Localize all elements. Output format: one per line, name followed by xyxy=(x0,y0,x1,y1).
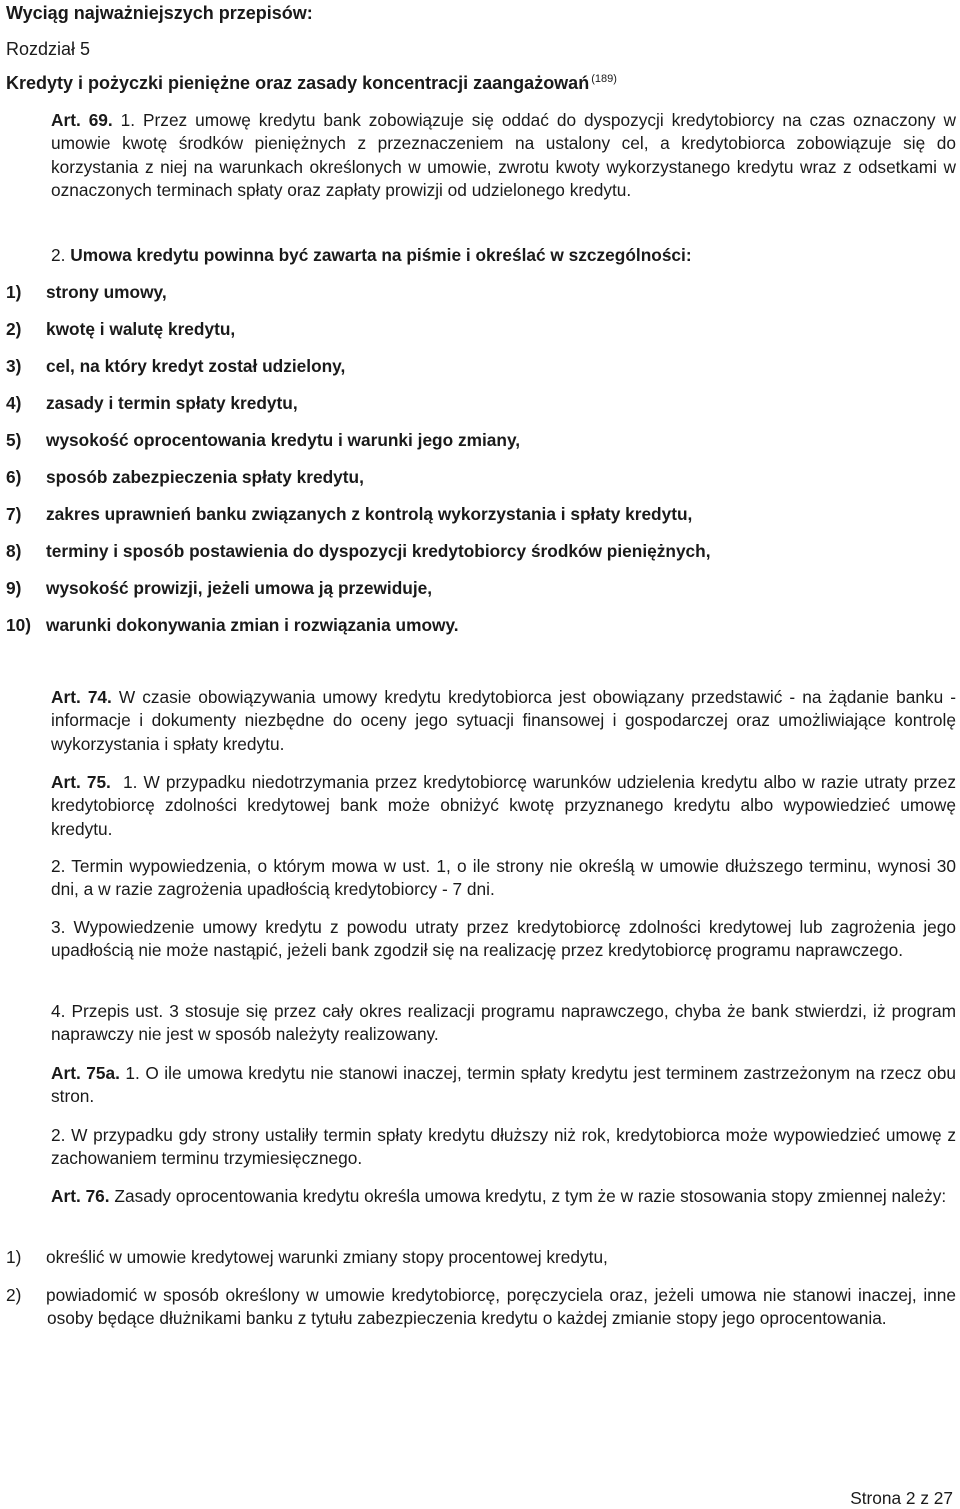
art75-p1-text: 1. W przypadku niedotrzymania przez kredytobiorcę warunków udzielenia kredytu albo w razie utraty przez kredytobiorcę zdolności kredytowej bank może obniżyć kwotę przyznanego kredytu albo wypowiedzieć umowę kredytu. xyxy=(51,772,956,839)
list-item: 2) powiadomić w sposób określony w umowie kredytobiorcę, poręczyciela oraz, jeżeli umowa nie stanowi inaczej, inne osoby będące dłużnikami banku z tytułu zabezpieczenia kredytu o każdej zmianie stopy jego oprocentowania. xyxy=(6,1285,956,1329)
list-item: 10) warunki dokonywania zmian i rozwiązania umowy. xyxy=(6,615,459,635)
art75-label: Art. 75. xyxy=(51,772,111,792)
list-item: 4) zasady i termin spłaty kredytu, xyxy=(6,393,298,413)
art76-paragraph xyxy=(6,1185,956,1208)
page-number: Strona 2 z 27 xyxy=(850,1488,953,1508)
list-item: 1) określić w umowie kredytowej warunki zmiany stopy procentowej kredytu, xyxy=(6,1247,608,1267)
art69-p1-text: Przez umowę kredytu bank zobowiązuje się oddać do dyspozycji kredytobiorcy na czas oznaczony w umowie kwotę środków pieniężnych z przeznaczeniem na ustalony cel, a kredytobiorca zobowiązuje się do korzystania z niej na warunkach określonych w umowie, zwrotu kwoty wykorzystanego kredytu wraz z odsetkami w oznaczonych terminach spłaty oraz zapłaty prowizji od udzielonego kredytu. xyxy=(51,110,956,201)
art75-paragraph-4: 4. Przepis ust. 3 stosuje się przez cały okres realizacji programu naprawczego, chyba że bank stwierdzi, iż program naprawczy nie jest w sposób należyty realizowany. xyxy=(51,1001,956,1045)
art76-label: Art. 76. xyxy=(51,1186,110,1206)
art69-paragraph-1 xyxy=(6,109,956,203)
art69-paragraph-2 xyxy=(6,244,956,267)
art75-paragraph-2: 2. Termin wypowiedzenia, o którym mowa w ust. 1, o ile strony nie określą w umowie dłuższego terminu, wynosi 30 dni, a w razie zagrożenia upadłością kredytobiorcy - 7 dni. xyxy=(51,856,956,900)
list-item: 1) strony umowy, xyxy=(6,282,167,302)
art69-p1-number: 1. xyxy=(120,110,136,130)
chapter-label: Rozdział 5 xyxy=(6,39,91,59)
art69-p2-number: 2. xyxy=(51,245,66,265)
art75-paragraph-1 xyxy=(6,771,956,841)
list-item: 2) kwotę i walutę kredytu, xyxy=(6,319,236,339)
art76-text: Zasady oprocentowania kredytu określa umowa kredytu, z tym że w razie stosowania stopy zmiennej należy: xyxy=(114,1186,947,1206)
chapter-title: Kredyty i pożyczki pieniężne oraz zasady koncentracji zaangażowań $^{(189)}$ xyxy=(6,73,617,93)
art75a-p1-text: 1. O ile umowa kredytu nie stanowi inaczej, termin spłaty kredytu jest terminem zastrzeżonym na rzecz obu stron. xyxy=(51,1063,956,1107)
art75a-label: Art. 75a. xyxy=(51,1063,120,1083)
list-item: 7) zakres uprawnień banku związanych z kontrolą wykorzystania i spłaty kredytu, xyxy=(6,504,693,524)
list-item: 5) wysokość oprocentowania kredytu i warunki jego zmiany, xyxy=(6,430,521,450)
art75-paragraph-3: 3. Wypowiedzenie umowy kredytu z powodu utraty przez kredytobiorcę zdolności kredytowej lub zagrożenia jego upadłością nie może nastąpić, jeżeli bank zgodził się na realizację przez kredytobiorcę programu naprawczego. xyxy=(51,917,956,961)
list-item: 6) sposób zabezpieczenia spłaty kredytu, xyxy=(6,467,364,487)
art74-paragraph xyxy=(6,686,956,756)
list-item: 8) terminy i sposób postawienia do dyspozycji kredytobiorcy środków pieniężnych, xyxy=(6,541,711,561)
list-item: 3) cel, na który kredyt został udzielony, xyxy=(6,356,346,376)
list-item: 9) wysokość prowizji, jeżeli umowa ją przewiduje, xyxy=(6,578,433,598)
art74-text: W czasie obowiązywania umowy kredytu kredytobiorca jest obowiązany przedstawić - na żądanie banku - informacje i dokumenty niezbędne do oceny jego sytuacji finansowej i gospodarczej oraz umożliwiające kontrolę wykorzystania i spłaty kredytu. xyxy=(51,687,956,754)
art69-p2-text: Umowa kredytu powinna być zawarta na piśmie i określać w szczególności: xyxy=(70,245,692,265)
art74-label: Art. 74. xyxy=(51,687,112,707)
footnote-ref: (189) xyxy=(591,73,617,85)
art75a-paragraph-1 xyxy=(6,1062,956,1109)
art69-label: Art. 69. xyxy=(51,110,113,130)
document-title: Wyciąg najważniejszych przepisów: xyxy=(6,3,313,23)
art75a-paragraph-2: 2. W przypadku gdy strony ustaliły termin spłaty kredytu dłuższy niż rok, kredytobiorca może wypowiedzieć umowę z zachowaniem terminu trzymiesięcznego. xyxy=(51,1125,956,1169)
